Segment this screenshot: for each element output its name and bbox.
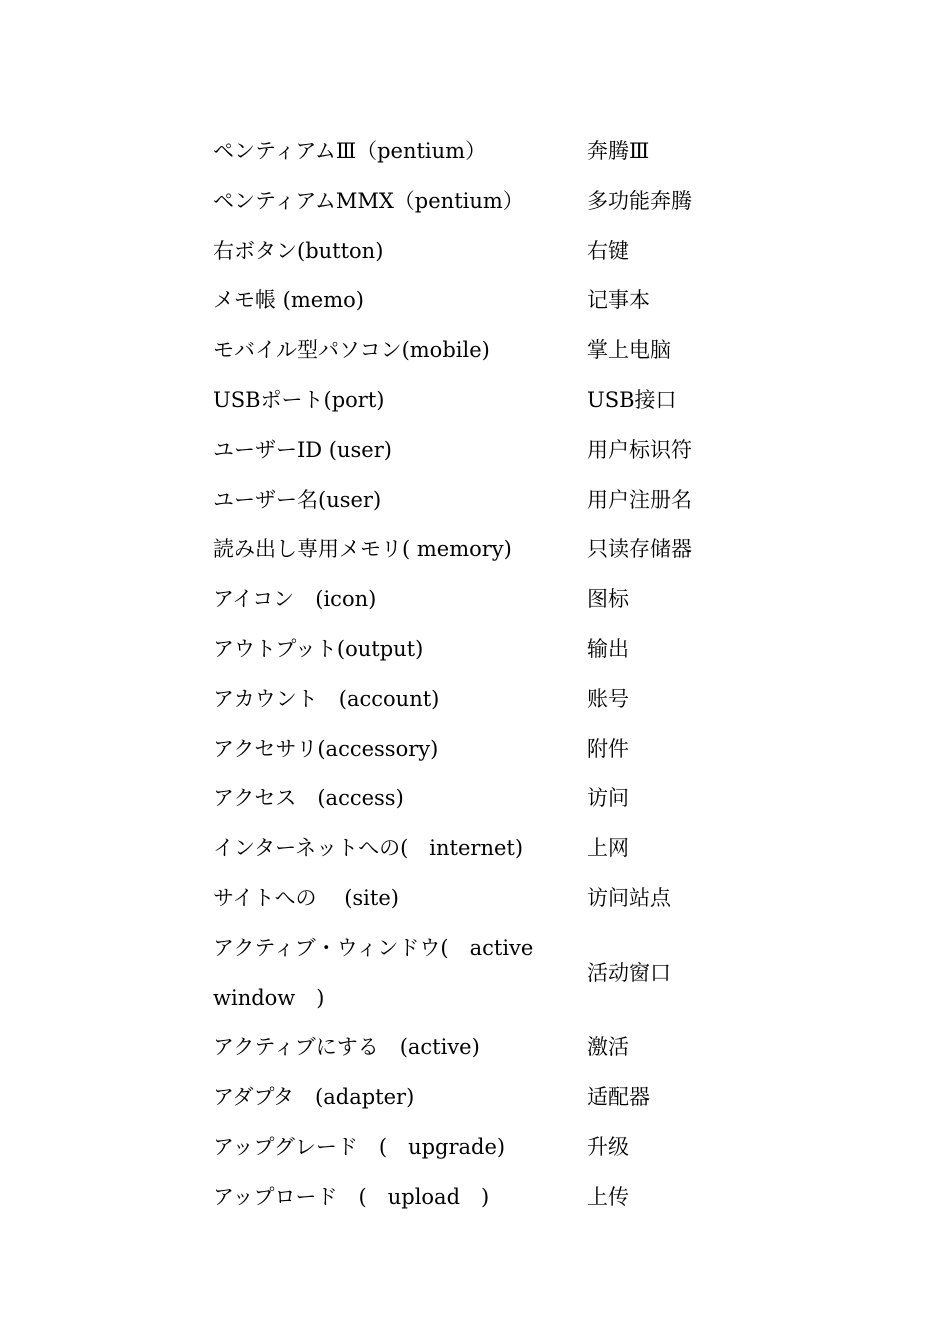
table-row (213, 177, 733, 227)
chinese-term: 右键 (587, 238, 629, 263)
table-row (213, 1023, 733, 1073)
japanese-term: アダプタ (adapter) (213, 1085, 415, 1110)
table-row (213, 326, 733, 376)
chinese-term: 掌上电脑 (587, 338, 671, 363)
japanese-term: ペンティアムⅢ（pentium） (213, 139, 487, 163)
chinese-term: 用户标识符 (587, 437, 692, 462)
japanese-term: ペンティアムMMX（pentium） (213, 188, 524, 213)
japanese-term: アップロード ( upload ) (213, 1184, 490, 1209)
glossary-table (213, 127, 733, 1223)
table-row (213, 227, 733, 277)
chinese-term: 上网 (587, 836, 629, 861)
japanese-term: ユーザーID (user) (213, 437, 392, 462)
table-row (213, 127, 733, 177)
japanese-term: アイコン (icon) (213, 587, 377, 612)
chinese-term: 输出 (587, 636, 629, 661)
japanese-term: インターネットへの( internet) (213, 836, 524, 861)
chinese-term: 只读存储器 (587, 537, 692, 562)
chinese-term: 奔腾Ⅲ (587, 139, 650, 163)
chinese-term: 附件 (587, 736, 629, 761)
japanese-term: アクセサリ(accessory) (213, 736, 439, 761)
japanese-term: アカウント (account) (213, 686, 440, 711)
table-row (213, 476, 733, 526)
chinese-term: 用户注册名 (587, 487, 692, 512)
chinese-term: USB接口 (587, 387, 677, 412)
japanese-term: メモ帳 (memo) (213, 288, 364, 313)
chinese-term: 上传 (587, 1184, 629, 1209)
table-row (213, 525, 733, 575)
table-row (213, 824, 733, 874)
japanese-term: アクティブ・ウィンドウ( active window ) (213, 935, 541, 1010)
table-row (213, 675, 733, 725)
table-row (213, 625, 733, 675)
japanese-term: アウトプット(output) (213, 636, 424, 661)
japanese-term: USBポート(port) (213, 387, 385, 412)
table-row (213, 1173, 733, 1223)
table-row (213, 1123, 733, 1173)
table-row (213, 874, 733, 924)
chinese-term: 访问 (587, 786, 629, 811)
chinese-term: 活动窗口 (587, 960, 671, 985)
japanese-term: モバイル型パソコン(mobile) (213, 338, 490, 363)
table-row (213, 725, 733, 775)
chinese-term: 记事本 (587, 288, 650, 313)
chinese-term: 访问站点 (587, 885, 671, 910)
japanese-term: 右ボタン(button) (213, 238, 384, 263)
table-row (213, 376, 733, 426)
japanese-term: サイトへの (site) (213, 885, 399, 910)
japanese-term: アクティブにする (active) (213, 1035, 480, 1060)
chinese-term: 账号 (587, 686, 629, 711)
table-row (213, 924, 733, 1024)
chinese-term: 适配器 (587, 1085, 650, 1110)
chinese-term: 激活 (587, 1035, 629, 1060)
table-row (213, 575, 733, 625)
table-row (213, 1073, 733, 1123)
chinese-term: 升级 (587, 1134, 629, 1159)
chinese-term: 图标 (587, 587, 629, 612)
japanese-term: ユーザー名(user) (213, 487, 382, 512)
table-row (213, 426, 733, 476)
table-row (213, 276, 733, 326)
japanese-term: アクセス (access) (213, 786, 404, 811)
japanese-term: 読み出し専用メモリ( memory) (213, 537, 512, 562)
table-row (213, 774, 733, 824)
chinese-term: 多功能奔腾 (587, 188, 692, 213)
japanese-term: アップグレード ( upgrade) (213, 1134, 506, 1159)
